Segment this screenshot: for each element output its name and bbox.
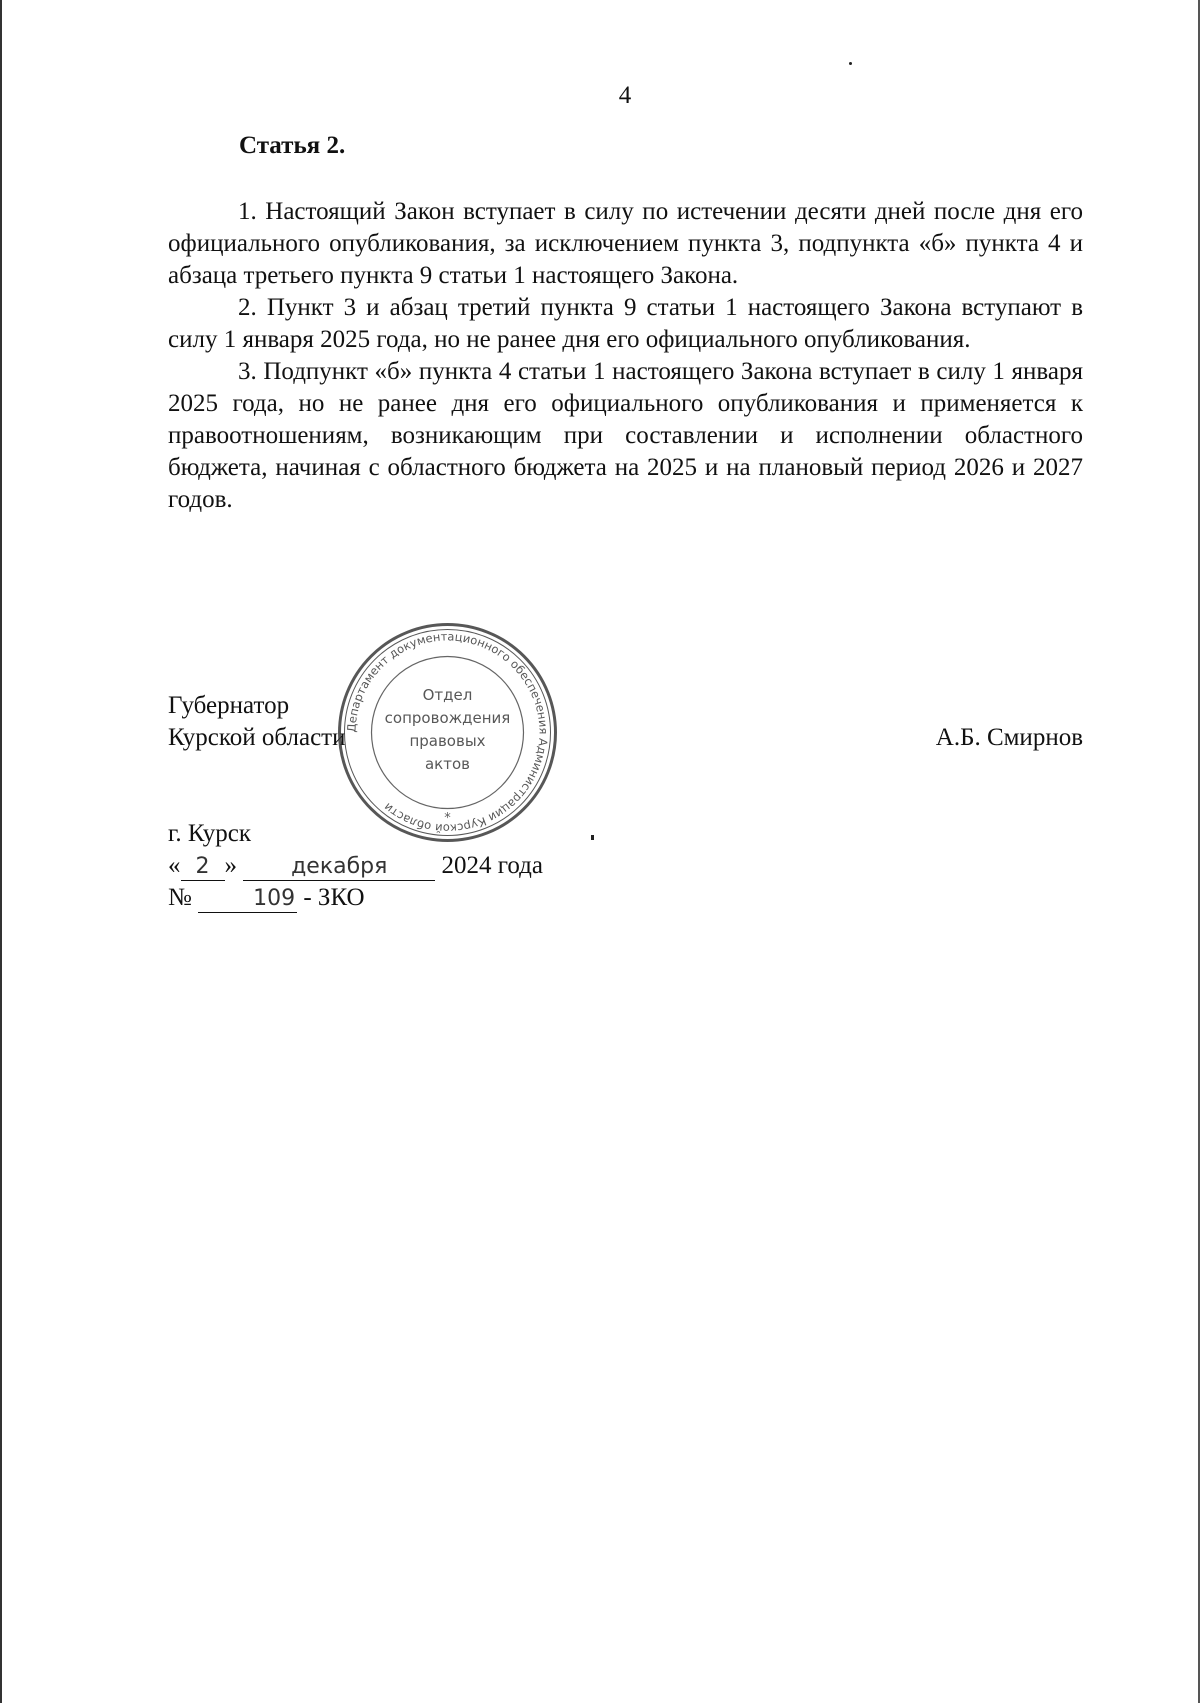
law-number-suffix: - ЗКО bbox=[303, 884, 365, 911]
law-number-prefix: № bbox=[168, 884, 192, 911]
article-paragraph-1: 1. Настоящий Закон вступает в силу по истечении десяти дней после дня его официального опубликования, за исключением пункта 3, подпункта «б» пункта 4 и абзаца третьего пункта 9 статьи 1 настоящего Закона. bbox=[168, 198, 1083, 289]
signatory-position-line2: Курской области bbox=[168, 724, 346, 751]
article-paragraph-3: 3. Подпункт «б» пункта 4 статьи 1 настоящего Закона вступает в силу 1 января 2025 года, но не ранее дня его официального опубликования и применяется к правоотношениям, возникающим при составлении и исполнении областного бюджета, начиная с областного бюджета на 2025 и на плановый период 2026 и 2027 годов. bbox=[168, 358, 1083, 513]
date-year: 2024 года bbox=[441, 852, 543, 879]
page-number: 4 bbox=[618, 82, 632, 109]
stamp-inner-line3: правовых bbox=[409, 732, 486, 750]
date-open-quote: « bbox=[168, 852, 181, 879]
date-close-quote: » bbox=[224, 852, 237, 879]
signing-date bbox=[168, 850, 543, 882]
signatory-name: А.Б. Смирнов bbox=[935, 724, 1083, 751]
stamp-star: * bbox=[444, 811, 451, 826]
scan-speck bbox=[591, 835, 594, 840]
article-body bbox=[168, 196, 1083, 516]
stamp-inner-line1: Отдел bbox=[422, 686, 473, 704]
law-number bbox=[168, 882, 365, 914]
date-day-field: 2 bbox=[181, 854, 225, 881]
article-paragraph-2: 2. Пункт 3 и абзац третий пункта 9 статьи 1 настоящего Закона вступают в силу 1 января 2025 года, но не ранее дня его официального опубликования. bbox=[168, 294, 1083, 353]
stamp-inner-line2: сопровождения bbox=[384, 709, 511, 727]
scan-edge-left bbox=[0, 0, 2, 1703]
signatory-position-line1: Губернатор bbox=[168, 692, 290, 719]
signatory-position bbox=[168, 690, 345, 754]
official-stamp bbox=[335, 620, 560, 845]
date-month-field: декабря bbox=[243, 854, 435, 881]
scan-dust-dot bbox=[849, 62, 852, 65]
law-number-field: 109 bbox=[198, 886, 297, 913]
article-title: Статья 2. bbox=[239, 132, 346, 159]
stamp-inner-line4: актов bbox=[424, 755, 471, 773]
place-of-signing: г. Курск bbox=[168, 820, 251, 847]
stamp-outer-text: Департамент документационного обеспечения Администрации Курской области bbox=[344, 629, 551, 836]
